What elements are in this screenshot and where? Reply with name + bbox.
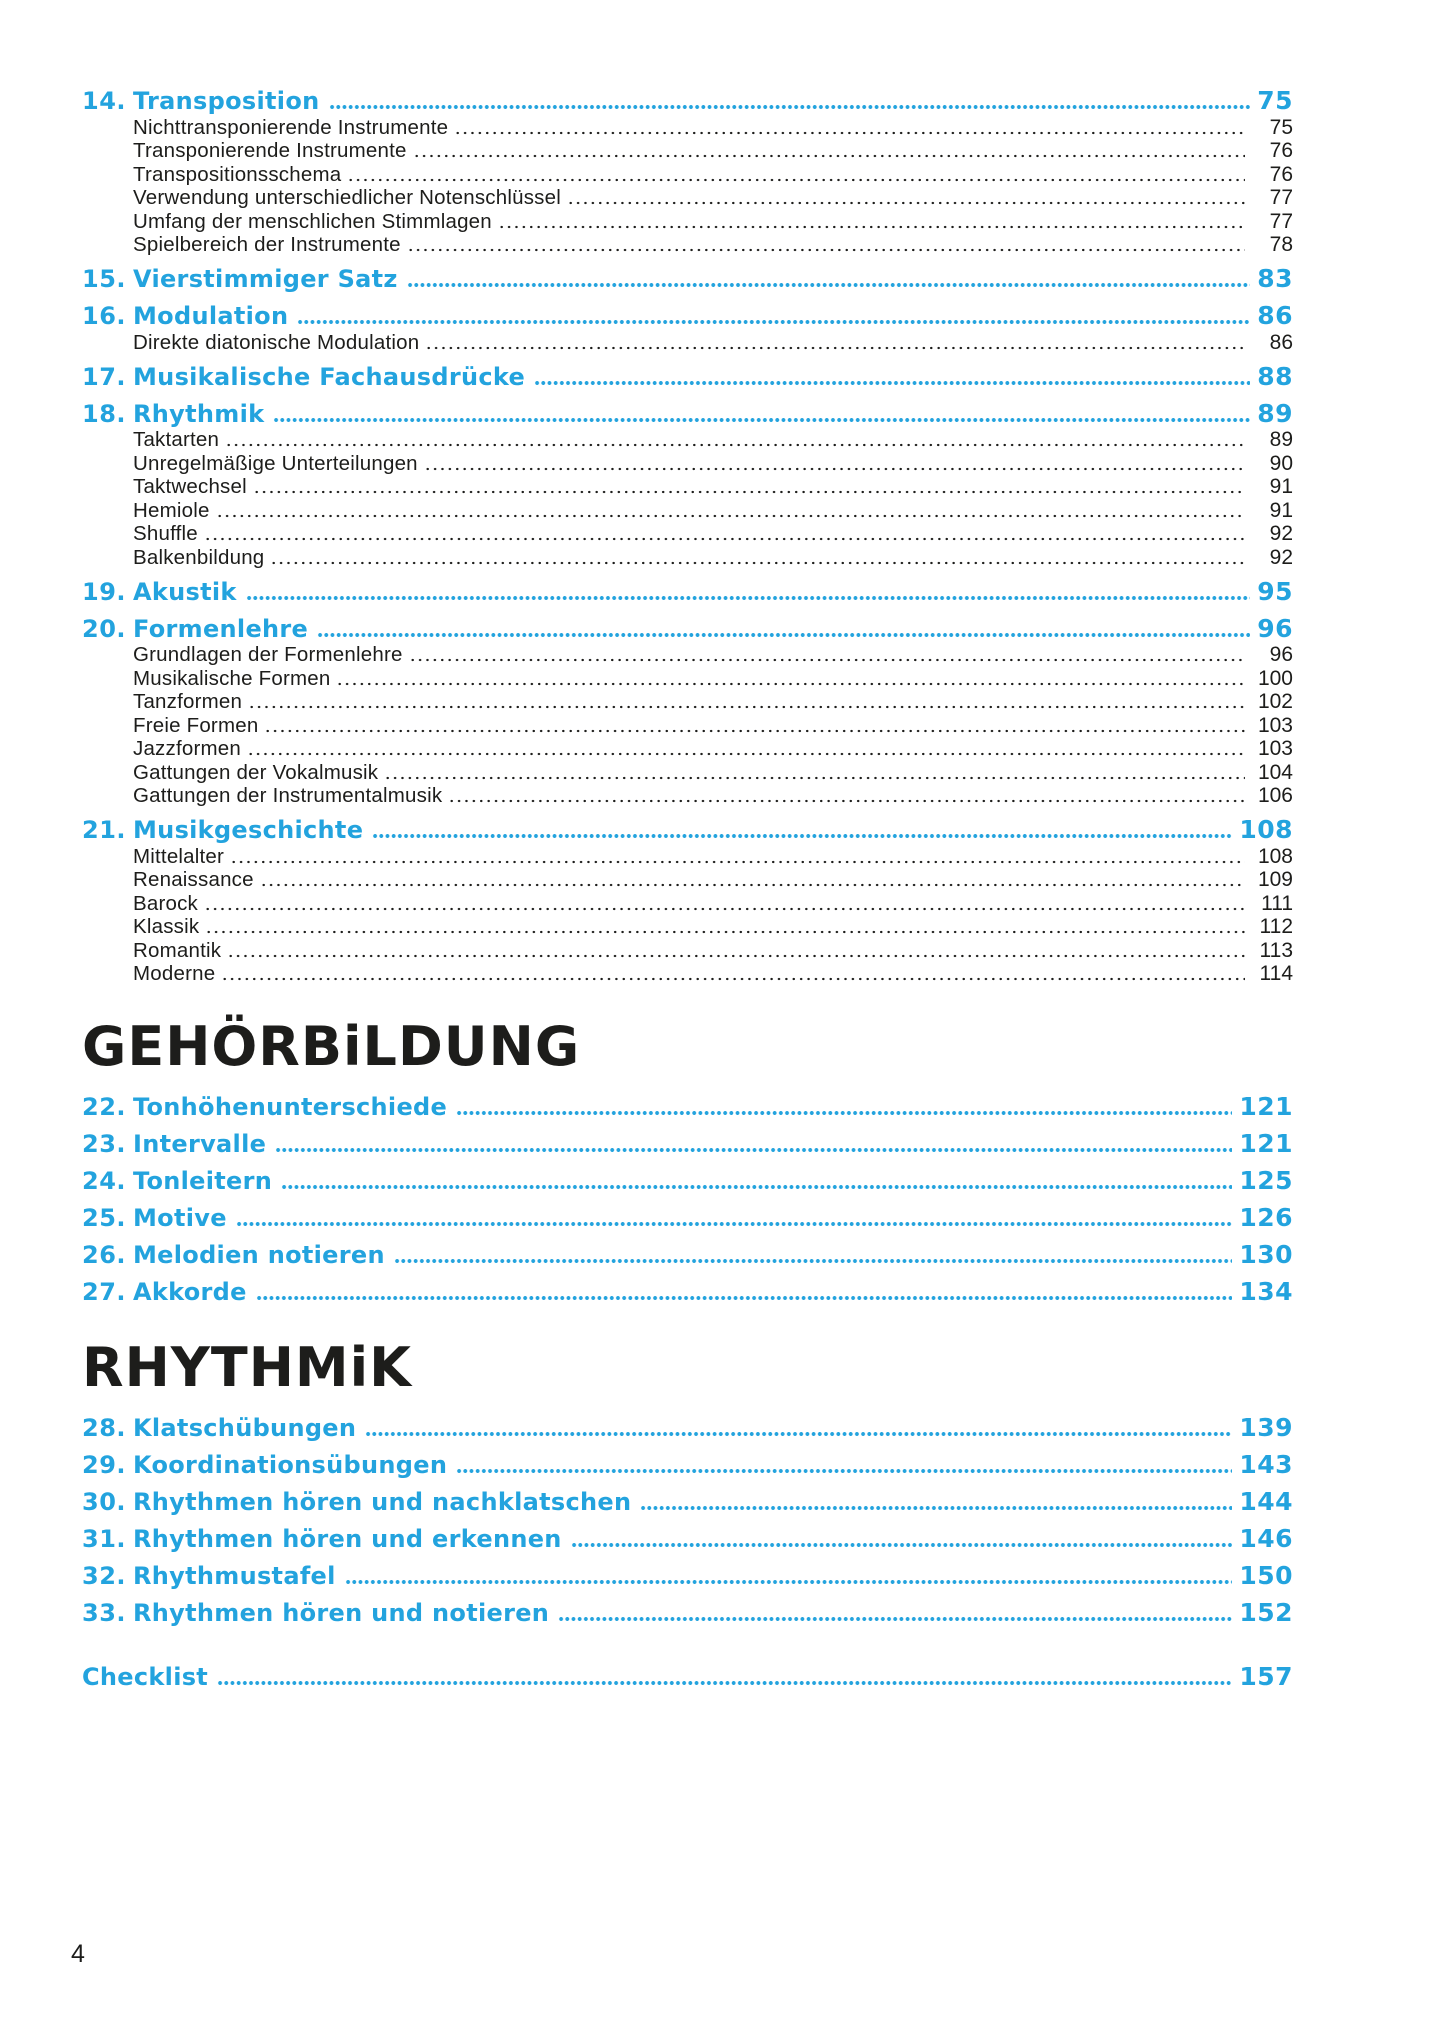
toc-sub-row bbox=[82, 915, 1293, 939]
chapter-number: 21. bbox=[82, 816, 127, 844]
toc-sub-row bbox=[82, 545, 1293, 569]
page-ref: 75 bbox=[1257, 86, 1293, 115]
chapter-number: 30. bbox=[82, 1488, 127, 1516]
chapter-row-label: Checklist bbox=[82, 1663, 209, 1691]
page-ref: 103 bbox=[1257, 737, 1293, 760]
page-ref: 106 bbox=[1257, 784, 1293, 807]
toc-sub-row bbox=[82, 868, 1293, 892]
toc-sub-row bbox=[82, 475, 1293, 499]
page-ref: 91 bbox=[1269, 475, 1293, 498]
toc-chapter-row bbox=[82, 85, 1293, 115]
dotted-leader bbox=[247, 751, 1245, 757]
dotted-leader bbox=[248, 704, 1245, 710]
sub-row-label: Direkte diatonische Modulation bbox=[133, 330, 420, 354]
page-ref: 144 bbox=[1239, 1487, 1293, 1516]
page-ref: 96 bbox=[1257, 613, 1293, 643]
table-of-contents bbox=[82, 78, 1293, 1691]
toc-chapter-row bbox=[82, 1128, 1293, 1158]
page-ref: 83 bbox=[1257, 264, 1293, 293]
sub-row-label: Romantik bbox=[133, 938, 222, 962]
page-ref: 108 bbox=[1239, 815, 1293, 844]
toc-chapter-row bbox=[82, 1165, 1293, 1195]
dotted-leader bbox=[221, 976, 1245, 982]
toc-sub-row bbox=[82, 139, 1293, 163]
page-ref: 92 bbox=[1269, 545, 1293, 569]
toc-chapter-row bbox=[82, 398, 1293, 428]
part-title: GEHÖRBiLDUNG bbox=[82, 1015, 581, 1078]
chapter-row-label: Rhythmustafel bbox=[133, 1562, 336, 1590]
chapter-number: 14. bbox=[82, 87, 127, 115]
toc-chapter-row bbox=[82, 613, 1293, 643]
dotted-leader bbox=[227, 953, 1245, 959]
page-ref: 146 bbox=[1239, 1524, 1293, 1553]
sub-row-label: Unregelmäßige Unterteilungen bbox=[133, 451, 418, 475]
dotted-leader bbox=[409, 657, 1245, 663]
page-ref: 76 bbox=[1269, 139, 1293, 162]
chapter-row-label: Transposition bbox=[133, 87, 320, 115]
page-ref: 90 bbox=[1269, 451, 1293, 475]
sub-row-label: Verwendung unterschiedlicher Notenschlüssel bbox=[133, 186, 561, 209]
dotted-leader bbox=[498, 224, 1245, 230]
toc-gap bbox=[82, 1627, 1293, 1654]
page-ref: 113 bbox=[1259, 938, 1293, 962]
toc-sub-row bbox=[82, 737, 1293, 761]
sub-row-label: Taktwechsel bbox=[133, 475, 247, 498]
page-ref: 150 bbox=[1239, 1561, 1293, 1590]
dotted-leader bbox=[454, 130, 1245, 136]
sub-row-label: Umfang der menschlichen Stimmlagen bbox=[133, 209, 492, 233]
page-ref: 143 bbox=[1239, 1450, 1293, 1479]
dotted-leader bbox=[365, 1430, 1232, 1438]
page-ref: 157 bbox=[1239, 1662, 1293, 1691]
chapter-row-label: Tonhöhenunterschiede bbox=[133, 1093, 448, 1121]
chapter-number: 27. bbox=[82, 1278, 127, 1306]
page-ref: 134 bbox=[1239, 1277, 1293, 1306]
chapter-number: 33. bbox=[82, 1599, 127, 1627]
dotted-leader bbox=[216, 513, 1245, 519]
dotted-leader bbox=[273, 416, 1250, 424]
dotted-leader bbox=[275, 1146, 1232, 1154]
dotted-leader bbox=[264, 728, 1245, 734]
chapter-number: 17. bbox=[82, 362, 127, 391]
dotted-leader bbox=[217, 1679, 1232, 1687]
page-ref: 130 bbox=[1239, 1240, 1293, 1269]
toc-sub-row bbox=[82, 844, 1293, 868]
toc-chapter-row bbox=[82, 1239, 1293, 1269]
toc-chapter-row bbox=[82, 361, 1293, 391]
chapter-row-label: Vierstimmiger Satz bbox=[133, 265, 398, 293]
sub-row-label: Mittelalter bbox=[133, 844, 225, 868]
dotted-leader bbox=[372, 832, 1232, 840]
toc-chapter-row bbox=[82, 1523, 1293, 1553]
toc-sub-row bbox=[82, 498, 1293, 522]
chapter-row-label: Koordinationsübungen bbox=[133, 1451, 448, 1479]
dotted-leader bbox=[205, 929, 1245, 935]
dotted-leader bbox=[407, 281, 1251, 289]
dotted-leader bbox=[567, 200, 1245, 206]
page-ref: 92 bbox=[1269, 522, 1293, 545]
dotted-leader bbox=[413, 153, 1245, 159]
dotted-leader bbox=[270, 560, 1245, 566]
page-ref: 100 bbox=[1257, 666, 1293, 690]
toc-sub-row bbox=[82, 666, 1293, 690]
sub-row-label: Nichttransponierende Instrumente bbox=[133, 115, 449, 139]
chapter-row-label: Melodien notieren bbox=[133, 1241, 385, 1269]
page-ref: 121 bbox=[1239, 1092, 1293, 1121]
toc-chapter-row bbox=[82, 1597, 1293, 1627]
dotted-leader bbox=[256, 1294, 1233, 1302]
sub-row-label: Gattungen der Vokalmusik bbox=[133, 760, 379, 784]
page-ref: 78 bbox=[1269, 233, 1293, 256]
dotted-leader bbox=[534, 379, 1250, 387]
toc-sub-row bbox=[82, 643, 1293, 667]
page-ref: 89 bbox=[1269, 428, 1293, 451]
chapter-number: 26. bbox=[82, 1241, 127, 1269]
dotted-leader bbox=[225, 442, 1245, 448]
sub-row-label: Spielbereich der Instrumente bbox=[133, 233, 401, 256]
toc-chapter-row bbox=[82, 1412, 1293, 1442]
dotted-leader bbox=[230, 859, 1245, 865]
chapter-number: 31. bbox=[82, 1525, 127, 1553]
page-ref: 108 bbox=[1257, 844, 1293, 868]
toc-sub-row bbox=[82, 451, 1293, 475]
sub-row-label: Renaissance bbox=[133, 868, 254, 891]
sub-row-label: Barock bbox=[133, 891, 199, 915]
sub-row-label: Shuffle bbox=[133, 522, 198, 545]
chapter-number: 24. bbox=[82, 1167, 127, 1195]
dotted-leader bbox=[236, 1220, 1233, 1228]
sub-row-label: Tanzformen bbox=[133, 690, 243, 713]
toc-chapter-row bbox=[82, 1486, 1293, 1516]
page-ref: 109 bbox=[1257, 868, 1293, 891]
dotted-leader bbox=[329, 103, 1251, 111]
chapter-number: 28. bbox=[82, 1414, 127, 1442]
page-ref: 111 bbox=[1261, 891, 1293, 915]
dotted-leader bbox=[317, 631, 1250, 639]
chapter-number: 16. bbox=[82, 302, 127, 330]
sub-row-label: Freie Formen bbox=[133, 713, 259, 737]
dotted-leader bbox=[246, 594, 1251, 602]
chapter-row-label: Akkorde bbox=[133, 1278, 247, 1306]
toc-sub-row bbox=[82, 522, 1293, 546]
toc-sub-row bbox=[82, 760, 1293, 784]
chapter-row-label: Musikgeschichte bbox=[133, 816, 364, 844]
page-ref: 96 bbox=[1269, 643, 1293, 666]
chapter-number: 23. bbox=[82, 1130, 127, 1158]
toc-sub-row bbox=[82, 962, 1293, 986]
toc-sub-row bbox=[82, 690, 1293, 714]
page-ref: 139 bbox=[1239, 1413, 1293, 1442]
page-ref: 86 bbox=[1257, 301, 1293, 330]
dotted-leader bbox=[640, 1504, 1232, 1512]
chapter-row-label: Formenlehre bbox=[133, 614, 309, 643]
page-ref: 77 bbox=[1269, 209, 1293, 233]
page-ref: 103 bbox=[1257, 713, 1293, 737]
chapter-number: 15. bbox=[82, 265, 127, 293]
toc-chapter-row bbox=[82, 300, 1293, 330]
dotted-leader bbox=[424, 466, 1245, 472]
chapter-row-label: Modulation bbox=[133, 302, 289, 330]
chapter-number: 25. bbox=[82, 1204, 127, 1232]
sub-row-label: Taktarten bbox=[133, 428, 220, 451]
toc-sub-row bbox=[82, 891, 1293, 915]
toc-sub-row bbox=[82, 784, 1293, 808]
dotted-leader bbox=[384, 775, 1245, 781]
chapter-row-label: Rhythmen hören und notieren bbox=[133, 1599, 550, 1627]
dotted-leader bbox=[204, 906, 1245, 912]
dotted-leader bbox=[407, 247, 1245, 253]
toc-chapter-row bbox=[82, 1276, 1293, 1306]
dotted-leader bbox=[571, 1541, 1233, 1549]
chapter-number: 18. bbox=[82, 399, 127, 428]
page-ref: 102 bbox=[1257, 690, 1293, 713]
dotted-leader bbox=[394, 1257, 1232, 1265]
dotted-leader bbox=[297, 318, 1250, 326]
toc-chapter-row bbox=[82, 576, 1293, 606]
page-ref: 89 bbox=[1257, 398, 1293, 428]
toc-chapter-row bbox=[82, 1560, 1293, 1590]
toc-sub-row bbox=[82, 115, 1293, 139]
page-number: 4 bbox=[71, 1940, 85, 1968]
chapter-row-label: Rhythmen hören und erkennen bbox=[133, 1525, 562, 1553]
chapter-number: 32. bbox=[82, 1562, 127, 1590]
page-ref: 121 bbox=[1239, 1129, 1293, 1158]
toc-sub-row bbox=[82, 209, 1293, 233]
toc-sub-row bbox=[82, 233, 1293, 257]
toc-chapter-row bbox=[82, 1202, 1293, 1232]
dotted-leader bbox=[336, 681, 1245, 687]
toc-sub-row bbox=[82, 186, 1293, 210]
chapter-number: 22. bbox=[82, 1093, 127, 1121]
toc-chapter-row bbox=[82, 1091, 1293, 1121]
toc-chapter-row bbox=[82, 1449, 1293, 1479]
chapter-row-label: Motive bbox=[133, 1204, 227, 1232]
dotted-leader bbox=[260, 882, 1245, 888]
chapter-row-label: Klatschübungen bbox=[133, 1414, 357, 1442]
sub-row-label: Moderne bbox=[133, 962, 216, 985]
sub-row-label: Hemiole bbox=[133, 498, 210, 522]
sub-row-label: Grundlagen der Formenlehre bbox=[133, 643, 403, 666]
dotted-leader bbox=[456, 1109, 1232, 1117]
toc-chapter-row bbox=[82, 263, 1293, 293]
toc-chapter-row bbox=[82, 1661, 1293, 1691]
dotted-leader bbox=[345, 1578, 1233, 1586]
sub-row-label: Transponierende Instrumente bbox=[133, 139, 407, 162]
dotted-leader bbox=[253, 489, 1245, 495]
page-ref: 95 bbox=[1257, 576, 1293, 606]
sub-row-label: Klassik bbox=[133, 915, 200, 938]
part-title: RHYTHMiK bbox=[82, 1336, 412, 1399]
page-ref: 88 bbox=[1257, 361, 1293, 391]
toc-sub-row bbox=[82, 330, 1293, 354]
dotted-leader bbox=[448, 798, 1245, 804]
page-ref: 125 bbox=[1239, 1166, 1293, 1195]
dotted-leader bbox=[425, 345, 1245, 351]
sub-row-label: Balkenbildung bbox=[133, 545, 265, 569]
chapter-row-label: Rhythmik bbox=[133, 399, 265, 428]
sub-row-label: Gattungen der Instrumentalmusik bbox=[133, 784, 443, 807]
page-ref: 126 bbox=[1239, 1203, 1293, 1232]
dotted-leader bbox=[347, 177, 1245, 183]
page-ref: 104 bbox=[1257, 760, 1293, 784]
toc-sub-row bbox=[82, 162, 1293, 186]
chapter-number: 20. bbox=[82, 614, 127, 643]
page-ref: 112 bbox=[1259, 915, 1293, 938]
dotted-leader bbox=[204, 536, 1245, 542]
chapter-number: 19. bbox=[82, 577, 127, 606]
chapter-row-label: Intervalle bbox=[133, 1130, 267, 1158]
chapter-row-label: Rhythmen hören und nachklatschen bbox=[133, 1488, 632, 1516]
sub-row-label: Transpositionsschema bbox=[133, 162, 342, 186]
chapter-row-label: Musikalische Fachausdrücke bbox=[133, 362, 526, 391]
toc-chapter-row bbox=[82, 814, 1293, 844]
page-ref: 114 bbox=[1259, 962, 1293, 985]
dotted-leader bbox=[558, 1615, 1232, 1623]
toc-sub-row bbox=[82, 938, 1293, 962]
toc-sub-row bbox=[82, 428, 1293, 452]
dotted-leader bbox=[456, 1467, 1232, 1475]
page-ref: 75 bbox=[1269, 115, 1293, 139]
chapter-row-label: Akustik bbox=[133, 577, 237, 606]
chapter-number: 29. bbox=[82, 1451, 127, 1479]
page-ref: 76 bbox=[1269, 162, 1293, 186]
page-ref: 86 bbox=[1269, 330, 1293, 354]
chapter-row-label: Tonleitern bbox=[133, 1167, 273, 1195]
dotted-leader bbox=[281, 1183, 1232, 1191]
page-ref: 91 bbox=[1269, 498, 1293, 522]
toc-sub-row bbox=[82, 713, 1293, 737]
sub-row-label: Jazzformen bbox=[133, 737, 241, 760]
sub-row-label: Musikalische Formen bbox=[133, 666, 331, 690]
page-ref: 152 bbox=[1239, 1598, 1293, 1627]
page-ref: 77 bbox=[1269, 186, 1293, 209]
